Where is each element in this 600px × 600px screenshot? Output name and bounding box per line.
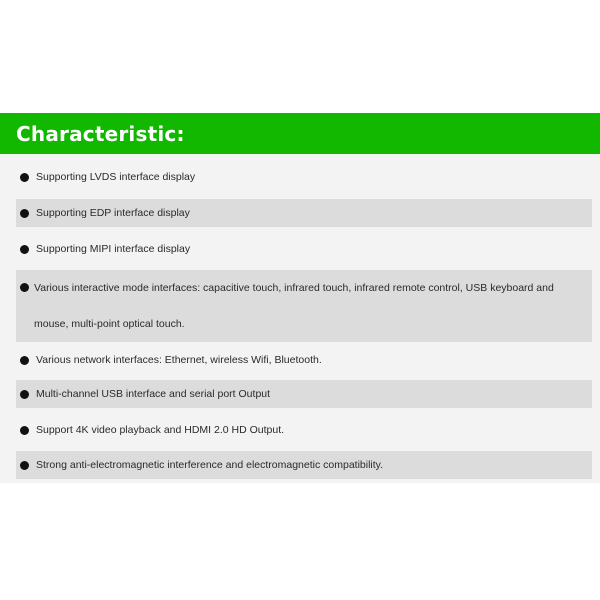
feature-text: Supporting MIPI interface display [36,243,191,255]
bullet-icon [20,283,29,292]
feature-item [16,199,592,227]
section-title: Characteristic: [16,121,185,146]
bullet-icon [20,209,29,218]
feature-text: Supporting LVDS interface display [36,171,196,183]
feature-item [16,451,592,479]
bullet-icon [20,461,29,470]
feature-item [16,412,592,448]
feature-text: Multi-channel USB interface and serial port Output [36,388,271,400]
feature-text: Supporting EDP interface display [36,207,190,219]
bullet-icon [20,390,29,399]
feature-text: Various interactive mode interfaces: capacitive touch, infrared touch, infrared remote control, USB keyboard and mouse, multi-point optical touch. [34,282,554,330]
bullet-icon [20,356,29,365]
feature-text: Various network interfaces: Ethernet, wireless Wifi, Bluetooth. [36,354,322,366]
characteristics-section [0,113,600,483]
feature-item [16,159,592,195]
bullet-icon [20,173,29,182]
feature-item [16,270,592,342]
feature-item [16,380,592,408]
feature-text: Strong anti-electromagnetic interference and electromagnetic compatibility. [36,459,384,471]
section-header [0,113,600,154]
feature-item [16,231,592,267]
bullet-icon [20,426,29,435]
feature-item [16,342,592,378]
feature-text: Support 4K video playback and HDMI 2.0 HD Output. [36,424,285,436]
bullet-icon [20,245,29,254]
